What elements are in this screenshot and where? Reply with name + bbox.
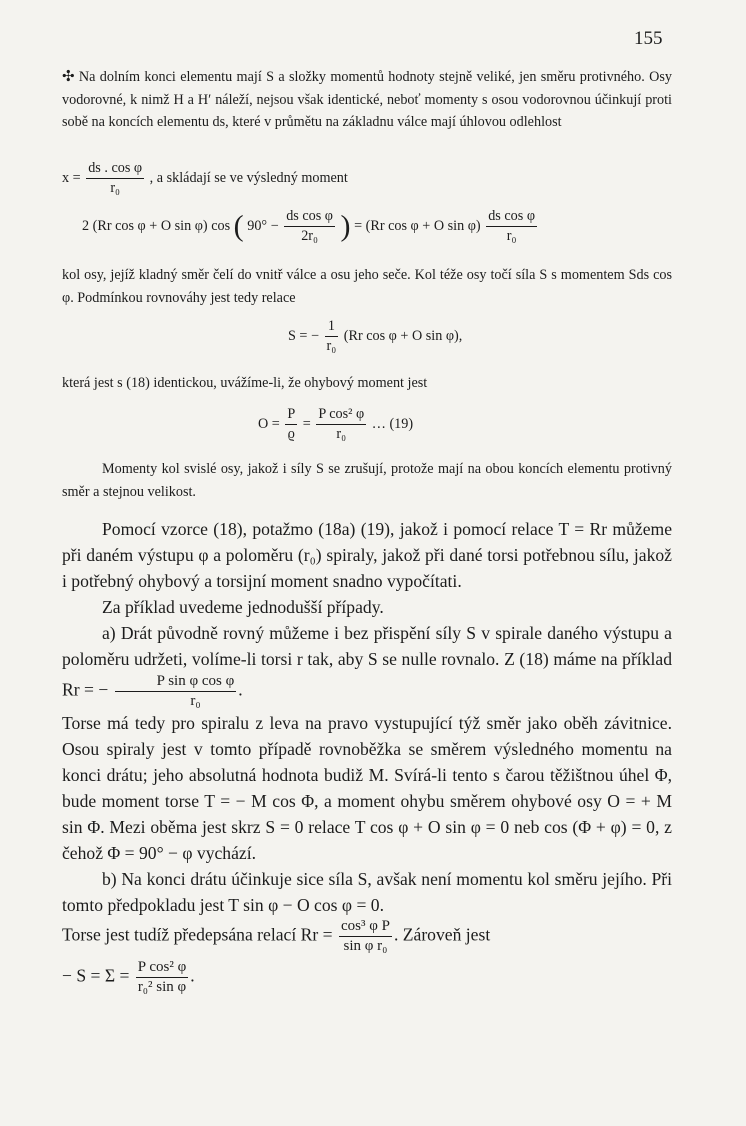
paragraph-8: Torse má tedy pro spiralu z leva na pravo vystupující týž směr jako oběh závitnice. Osou spiraly jest v tomto případě rovnoběžka se směrem výsledného momentu na konci drátu; jeho absolutná hodnota budiž M. Svírá-li tento s čarou těžištnou úhel Φ, bude moment torse T = − M cos Φ, a moment ohybu směrem ohybové osy O = + M sin Φ. Mezi oběma jest skrz S = 0 relace T cos φ + O sin φ = 0 neb cos (Φ + φ) = 0, z čehož Φ = 90° − φ vychází. [62,712,672,864]
equation-sigma [62,959,672,996]
p10-fraction [339,918,392,955]
eq3-f2-num: P cos² φ [316,406,366,425]
eq4-denominator: r₀² sin φ [137,979,187,996]
paragraph-5: Pomocí vzorce (18), potažmo (18a) (19), jakož i pomocí relace T = Rr můžeme při daném výstupu φ a poloměru (r₀) spiraly, jakož při dané torsi potřebnou sílu, jakož i potřebný ohybový a torsijní moment snadno vypočítati. [62,519,672,592]
paragraph-4: Momenty kol svislé osy, jakož i síly S se zrušují, protože mají na obou koncích elementu protivný směr a stejnou velikost. [62,461,672,500]
eq1-fraction-num: ds cos φ [284,208,335,227]
eq-x-denominator: r₀ [110,180,120,196]
paragraph-1 [62,66,672,134]
eq-x-numerator: ds . cos φ [86,160,144,179]
small-text-block-4 [62,458,672,503]
eq2-numerator: 1 [325,318,339,337]
section-mark-icon: ✣ [62,69,75,85]
eq2-denominator: r₀ [326,338,337,354]
paragraph-2: kol osy, jejíž kladný směr čelí do vnitř válce a osu jeho seče. Kol téže osy točí síla S s momentem Sds cos φ. Podmínkou rovnováhy jest tedy relace [62,267,672,306]
eq1-right-fraction [486,208,537,245]
paren-close: ) [340,209,351,243]
eq3-fraction-2 [316,406,366,443]
eq1-middle: = (Rr cos φ + O sin φ) [354,217,481,234]
paragraph-10 [62,918,672,955]
eq3-f2-den: r₀ [336,426,347,442]
equation-S [288,318,462,355]
small-text-block-3 [62,372,672,395]
eq1-fraction-den: 2r₀ [301,228,318,244]
eq4-tail: . [190,965,195,986]
p10-lhs: Rr = [300,924,333,945]
eq3-f1-num: P [285,406,297,425]
eq3-fraction-1 [285,406,297,443]
small-text-block [62,66,672,134]
eq4-lhs: − S = Σ = [62,965,130,986]
paragraph-6: Za příklad uvedeme jednodušší případy. [102,597,384,618]
p7-eq-fraction [115,673,237,710]
eq1-right-fraction-den: r₀ [506,228,517,244]
large-text-block [62,516,672,996]
eq4-fraction [136,959,188,996]
p10-numerator: cos³ φ P [339,918,392,937]
p7-eq-denominator: r₀ [190,692,201,709]
eq-x-tail: , a skládají se ve výsledný moment [149,169,348,186]
eq3-equals: = [302,415,311,432]
eq2-fraction [325,318,339,355]
p7-eq-tail: . [238,679,243,700]
eq1-angle: 90° − [247,217,279,234]
paragraph-7 [62,620,672,709]
eq2-rhs: (Rr cos φ + O sin φ), [343,327,463,344]
small-text-block-2 [62,264,672,309]
equation-19 [258,406,413,443]
eq4-numerator: P cos² φ [136,959,188,978]
equation-x [62,160,348,197]
eq1-fraction [284,208,335,245]
eq-x-lhs: x = [62,169,81,186]
page-number: 155 [634,28,663,49]
equation-moment [82,208,539,245]
eq2-lhs: S = − [288,327,319,344]
eq1-left: 2 (Rr cos φ + O sin φ) cos [82,217,231,234]
eq3-f1-den: ϱ [287,426,295,442]
p10-lead: Torse jest tudíž předepsána relací [62,924,297,945]
paragraph-7-text: a) Drát původně rovný můžeme i bez přispění síly S v spirale daného výstupu a poloměru udržeti, volíme-li torsi r tak, aby S se nulle rovnalo. Z (18) máme na příklad [62,623,672,670]
p7-eq-lhs: Rr = − [62,679,109,700]
paragraph-1-text: Na dolním konci elementu mají S a složky momentů hodnoty stejně veliké, jen směru protivného. Osy vodorovné, k nimž H a H′ náleží, nejsou však identické, neboť momenty s osou vodorovnou účinkují proti sobě na koncích elementu ds, které v průmětu na základnu válce mají úhlovou odlehlost [62,69,672,130]
paren-open: ( [233,209,244,243]
p10-denominator: sin φ r₀ [343,938,388,955]
eq3-lhs: O = [258,415,280,432]
p7-eq-numerator: P sin φ cos φ [115,673,237,692]
paragraph-9: b) Na konci drátu účinkuje sice síla S, avšak není momentu kol směru jejího. Při tomto předpokladu jest T sin φ − O cos φ = 0. [62,869,672,916]
eq3-tag: … (19) [371,415,414,432]
eq1-right-fraction-num: ds cos φ [486,208,537,227]
paragraph-3: která jest s (18) identickou, uvážíme-li, že ohybový moment jest [62,375,428,391]
p10-tail: . Zároveň jest [393,924,491,945]
eq-x-fraction [86,160,144,197]
